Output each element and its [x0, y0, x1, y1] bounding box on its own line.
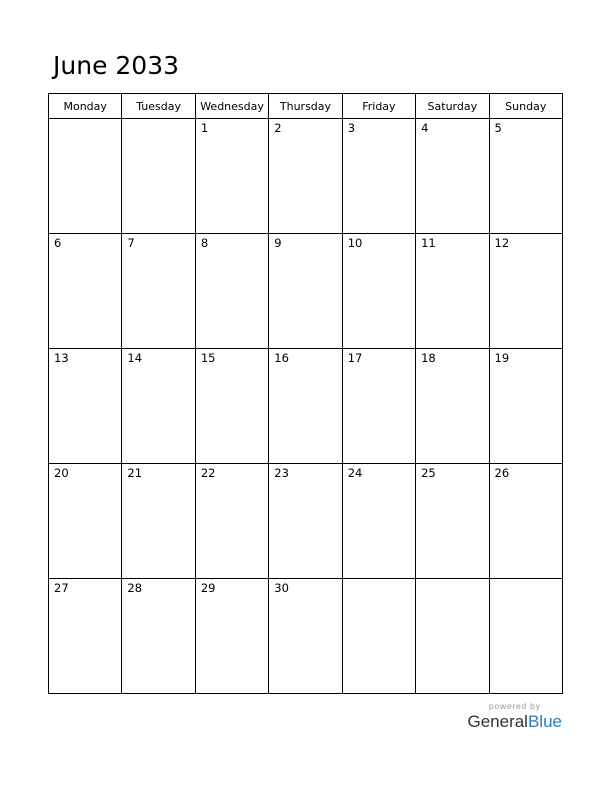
day-cell [122, 464, 195, 579]
calendar-grid [48, 93, 563, 694]
day-cell [122, 234, 195, 349]
weekday-friday: Friday [342, 94, 415, 119]
day-number: 14 [127, 351, 143, 365]
day-number: 27 [54, 581, 69, 595]
day-cell [49, 464, 122, 579]
day-number [416, 579, 488, 581]
week-row [49, 464, 563, 579]
day-number: 15 [200, 351, 216, 365]
week-row [49, 349, 563, 464]
day-number: 5 [494, 121, 502, 135]
day-number: 17 [347, 351, 363, 365]
day-cell [49, 579, 122, 694]
day-cell [195, 464, 268, 579]
weekday-header-row [49, 94, 563, 119]
day-number: 7 [127, 236, 135, 250]
day-number: 13 [54, 351, 69, 365]
day-cell [342, 349, 415, 464]
day-cell [416, 119, 489, 234]
day-cell [416, 234, 489, 349]
brand-footer [467, 702, 562, 732]
day-cell [416, 349, 489, 464]
day-number: 23 [274, 466, 289, 480]
day-number: 1 [200, 121, 209, 135]
weekday-tuesday: Tuesday [122, 94, 195, 119]
day-number [49, 119, 121, 121]
day-cell [49, 119, 122, 234]
logo-general-text: General [467, 712, 528, 731]
day-cell [122, 349, 195, 464]
day-cell [269, 234, 342, 349]
day-number: 8 [200, 236, 209, 250]
day-number [122, 119, 194, 121]
day-number: 11 [421, 236, 436, 250]
day-cell [195, 349, 268, 464]
day-cell [489, 464, 562, 579]
day-cell [195, 234, 268, 349]
day-cell [489, 119, 562, 234]
day-number: 16 [274, 351, 289, 365]
week-row [49, 579, 563, 694]
day-cell [416, 579, 489, 694]
powered-by-text: powered by [488, 702, 541, 711]
day-number: 21 [127, 466, 143, 480]
weekday-monday: Monday [49, 94, 122, 119]
day-number: 10 [347, 236, 363, 250]
day-cell [269, 579, 342, 694]
day-number: 19 [494, 351, 510, 365]
day-number: 29 [200, 581, 216, 595]
week-row [49, 119, 563, 234]
day-number: 24 [347, 466, 363, 480]
day-cell [195, 119, 268, 234]
day-cell [122, 579, 195, 694]
day-number: 18 [421, 351, 436, 365]
day-cell [416, 464, 489, 579]
day-number: 22 [200, 466, 216, 480]
day-cell [49, 234, 122, 349]
weekday-sunday: Sunday [489, 94, 562, 119]
day-cell [342, 579, 415, 694]
day-number: 9 [274, 236, 282, 250]
day-number: 28 [127, 581, 143, 595]
day-cell [342, 464, 415, 579]
day-number: 25 [421, 466, 436, 480]
day-number: 2 [274, 121, 282, 135]
day-cell [49, 349, 122, 464]
calendar-title: June 2033 [53, 51, 180, 80]
weekday-saturday: Saturday [416, 94, 489, 119]
day-cell [122, 119, 195, 234]
day-cell [342, 119, 415, 234]
day-cell [489, 234, 562, 349]
day-number: 12 [494, 236, 510, 250]
day-cell [269, 349, 342, 464]
day-number: 4 [421, 121, 429, 135]
day-cell [269, 119, 342, 234]
weekday-wednesday: Wednesday [195, 94, 268, 119]
day-cell [489, 579, 562, 694]
day-cell [269, 464, 342, 579]
day-number: 3 [347, 121, 356, 135]
day-number: 26 [494, 466, 510, 480]
day-number [343, 579, 415, 581]
week-row [49, 234, 563, 349]
day-cell [489, 349, 562, 464]
day-cell [195, 579, 268, 694]
day-number: 30 [274, 581, 289, 595]
day-number: 20 [54, 466, 69, 480]
day-number [490, 579, 562, 581]
weekday-thursday: Thursday [269, 94, 342, 119]
day-number: 6 [54, 236, 62, 250]
day-cell [342, 234, 415, 349]
logo-blue-text: Blue [527, 712, 562, 731]
generalblue-logo [467, 712, 562, 732]
